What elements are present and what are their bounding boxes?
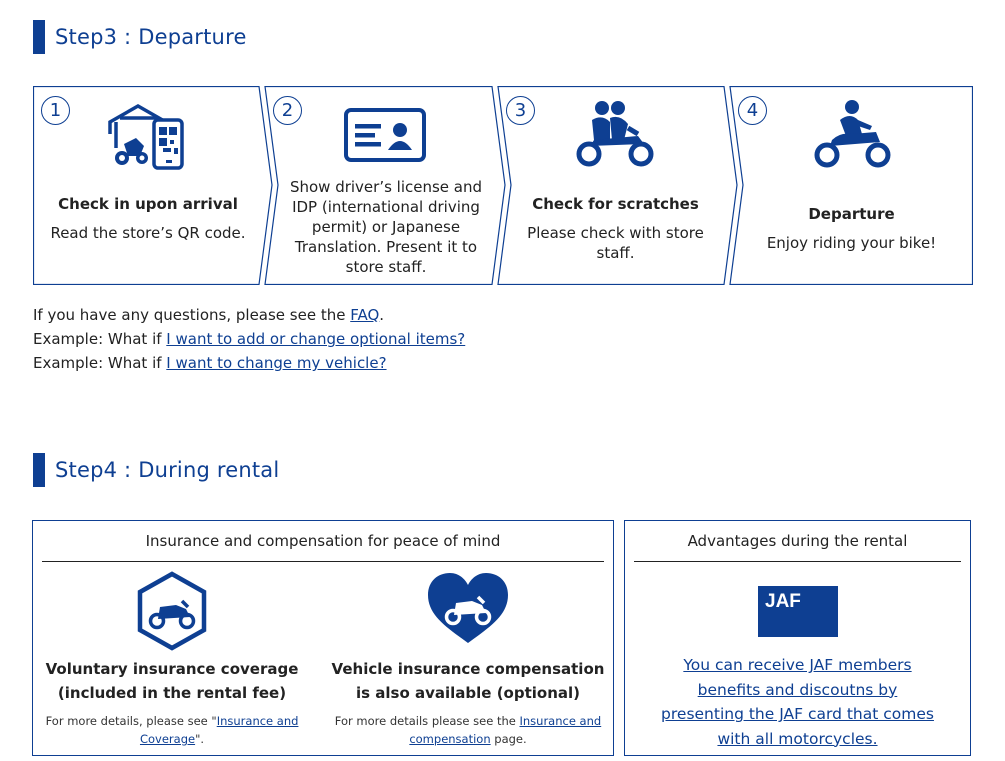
vehicle-compensation-title: Vehicle insurance compensation is also available (optional)	[331, 660, 605, 702]
faq-text: Example: What if	[33, 354, 167, 372]
faq-text: Example: What if	[33, 330, 167, 348]
jaf-logo: JAF	[758, 586, 838, 637]
faq-line	[33, 303, 465, 327]
advantages-box	[624, 520, 971, 756]
jaf-benefits	[655, 653, 940, 751]
note-text: For more details please see the	[334, 714, 520, 728]
step-number: 4	[738, 96, 767, 125]
vehicle-compensation-note	[327, 712, 609, 748]
faq-block	[33, 303, 465, 375]
step-description: Show driver’s license and IDP (international driving permit) or Japanese Translation. Present it to store staff.	[289, 178, 483, 276]
shield-motorcycle-icon	[41, 571, 303, 651]
optional-items-link[interactable]: I want to add or change optional items?	[166, 330, 466, 348]
step-number: 2	[273, 96, 302, 125]
advantages-box-header: Advantages during the rental	[634, 521, 961, 562]
rider-icon	[730, 98, 973, 170]
voluntary-insurance	[41, 571, 303, 748]
flow-step-2	[265, 86, 505, 285]
faq-example-line	[33, 351, 465, 375]
faq-text: .	[379, 306, 385, 324]
flow-step-3	[498, 86, 733, 285]
step-title: Check for scratches	[532, 195, 699, 213]
step-text	[33, 194, 263, 243]
jaf-benefits-link[interactable]: You can receive JAF members benefits and discoutns by presenting the JAF card that comes with all motorcycles.	[661, 656, 934, 748]
note-text: ".	[195, 732, 205, 746]
vehicle-compensation	[327, 571, 609, 748]
insurance-coverage-link[interactable]: Insurance and Coverage	[139, 714, 299, 746]
insurance-box	[32, 520, 614, 756]
voluntary-insurance-note	[41, 712, 303, 748]
faq-text: If you have any questions, please see the	[33, 306, 351, 324]
note-text: page.	[490, 732, 527, 746]
voluntary-insurance-title: Voluntary insurance coverage (included in the rental fee)	[45, 660, 299, 702]
step-text	[265, 177, 505, 277]
step3-title: Step3 : Departure	[55, 25, 247, 49]
note-text: For more details, please see "	[45, 714, 217, 728]
step-description: Enjoy riding your bike!	[766, 234, 937, 252]
step-number: 1	[41, 96, 70, 125]
store-qr-icon	[33, 100, 263, 172]
step-description: Please check with store staff.	[527, 224, 704, 262]
departure-flow	[33, 86, 973, 285]
step4-title: Step4 : During rental	[55, 458, 280, 482]
step3-heading	[33, 20, 247, 54]
step-title: Check in upon arrival	[58, 195, 238, 213]
id-card-icon	[265, 108, 505, 162]
faq-example-line	[33, 327, 465, 351]
flow-step-4	[730, 86, 973, 285]
step-number: 3	[506, 96, 535, 125]
step-text	[730, 204, 973, 253]
heading-accent-bar	[33, 453, 45, 487]
change-vehicle-link[interactable]: I want to change my vehicle?	[166, 354, 387, 372]
heading-accent-bar	[33, 20, 45, 54]
insurance-compensation-link[interactable]: Insurance and compensation	[409, 714, 602, 746]
faq-link[interactable]: FAQ	[350, 306, 380, 324]
heart-motorcycle-icon	[327, 571, 609, 651]
step-text	[498, 194, 733, 263]
step4-heading	[33, 453, 279, 487]
riders-icon	[498, 98, 733, 170]
flow-step-1	[33, 86, 263, 285]
step-title: Departure	[808, 205, 895, 223]
insurance-box-header: Insurance and compensation for peace of mind	[42, 521, 604, 562]
step-description: Read the store’s QR code.	[50, 224, 246, 242]
